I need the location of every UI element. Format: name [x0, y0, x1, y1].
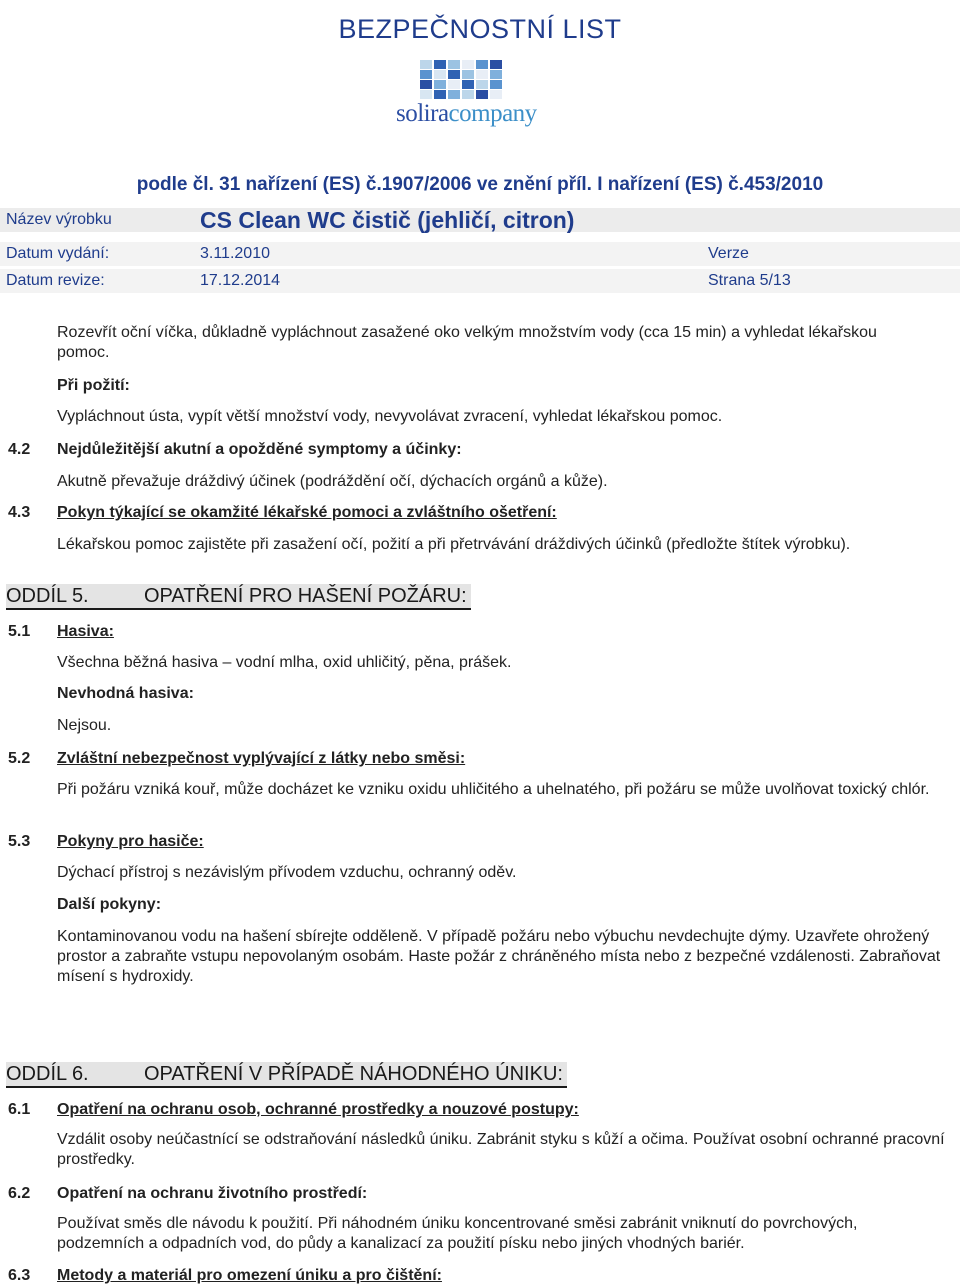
subsection-text: Vzdálit osoby neúčastnící se odstraňování následků úniku. Zabránit styku s kůží a očima. Používat osobní ochranné pracovní prostředky. — [57, 1131, 945, 1168]
eye-contact-text: Rozevřít oční víčka, důkladně vypláchnout zasažené oko velkým množstvím vody (cca 15 min) a vyhledat lékařskou pomoc. — [57, 324, 877, 361]
section-number: ODDÍL 5. — [6, 585, 89, 607]
subsection-title: Opatření na ochranu životního prostředí: — [57, 1185, 368, 1202]
revision-row — [0, 269, 960, 293]
unsuitable-text: Nejsou. — [57, 717, 112, 734]
subsection-text: Akutně převažuje dráždivý účinek (podráždění očí, dýchacích orgánů a kůže). — [57, 473, 608, 490]
product-label: Název výrobku — [6, 211, 112, 228]
issue-row — [0, 242, 960, 266]
subsection-number: 6.2 — [8, 1185, 31, 1202]
subsection-text: Lékařskou pomoc zajistěte při zasažení očí, požití a při přetrvávání dráždivých účinků (předložte štítek výrobku). — [57, 536, 851, 553]
version-label: Verze — [708, 245, 749, 262]
ingestion-label: Při požití: — [57, 377, 130, 394]
section-heading — [6, 584, 471, 610]
revision-date: 17.12.2014 — [200, 272, 281, 289]
subsection-number: 5.2 — [8, 750, 31, 767]
section-heading — [6, 1062, 567, 1088]
subsection-title: Opatření na ochranu osob, ochranné prostředky a nouzové postupy: — [57, 1101, 579, 1118]
logo-mosaic-icon — [420, 60, 504, 100]
subsection-number: 5.3 — [8, 833, 31, 850]
subsection-number: 5.1 — [8, 623, 31, 640]
subsection-title: Metody a materiál pro omezení úniku a pro čištění: — [57, 1267, 442, 1284]
subsection-title: Nejdůležitější akutní a opožděné symptomy a účinky: — [57, 441, 462, 458]
page-number: Strana 5/13 — [708, 272, 791, 289]
issue-date-label: Datum vydání: — [6, 245, 110, 262]
revision-date-label: Datum revize: — [6, 272, 105, 289]
subsection-title: Hasiva: — [57, 623, 114, 640]
subsection-number: 6.1 — [8, 1101, 31, 1118]
other-instructions-label: Další pokyny: — [57, 896, 162, 913]
company-logo — [396, 60, 537, 138]
section-title: OPATŘENÍ PRO HAŠENÍ POŽÁRU: — [144, 585, 467, 607]
subsection-text: Používat směs dle návodu k použití. Při náhodném úniku koncentrované směsi zabránit vniknutí do povrchových, podzemních a odpadních vod, do půdy a kanalizací za použití písku nebo jiných vhodných bariér. — [57, 1215, 858, 1252]
subsection-number: 6.3 — [8, 1267, 31, 1284]
document-title: BEZPEČNOSTNÍ LIST — [338, 14, 622, 44]
document-header — [0, 0, 960, 297]
subsection-number: 4.3 — [8, 504, 31, 521]
unsuitable-label: Nevhodná hasiva: — [57, 685, 194, 702]
subsection-title: Pokyny pro hasiče: — [57, 833, 204, 850]
product-name: CS Clean WC čistič (jehličí, citron) — [200, 207, 575, 233]
subsection-title: Pokyn týkající se okamžité lékařské pomoci a zvláštního ošetření: — [57, 504, 557, 521]
section-title: OPATŘENÍ V PŘÍPADĚ NÁHODNÉHO ÚNIKU: — [144, 1063, 563, 1085]
section-number: ODDÍL 6. — [6, 1063, 89, 1085]
subsection-text: Všechna běžná hasiva – vodní mlha, oxid uhličitý, pěna, prášek. — [57, 654, 512, 671]
subsection-text: Při požáru vzniká kouř, může docházet ke vzniku oxidu uhličitého a uhelnatého, při požáru se může uvolňovat toxický chlór. — [57, 781, 930, 798]
regulation-reference: podle čl. 31 nařízení (ES) č.1907/2006 ve znění příl. I nařízení (ES) č.453/2010 — [136, 174, 824, 195]
subsection-number: 4.2 — [8, 441, 31, 458]
other-instructions-text: Kontaminovanou vodu na hašení sbírejte odděleně. V případě požáru nebo výbuchu nevdechujte dýmy. Uzavřete ohrožený prostor a zabraňte vstupu nepovolaným osobám. Haste požár z chráněného místa nebo z bezpečné vzdálenosti. Zabraňovat mísení s hydroxidy. — [57, 928, 941, 985]
product-row — [0, 208, 960, 232]
ingestion-text: Vypláchnout ústa, vypít větší množství vody, nevyvolávat zvracení, vyhledat lékařskou pomoc. — [57, 408, 723, 425]
subsection-text: Dýchací přístroj s nezávislým přívodem vzduchu, ochranný oděv. — [57, 864, 517, 881]
subsection-title: Zvláštní nebezpečnost vyplývající z látky nebo směsi: — [57, 750, 466, 767]
logo-wordmark: soliracompany — [396, 100, 537, 127]
issue-date: 3.11.2010 — [200, 245, 270, 262]
